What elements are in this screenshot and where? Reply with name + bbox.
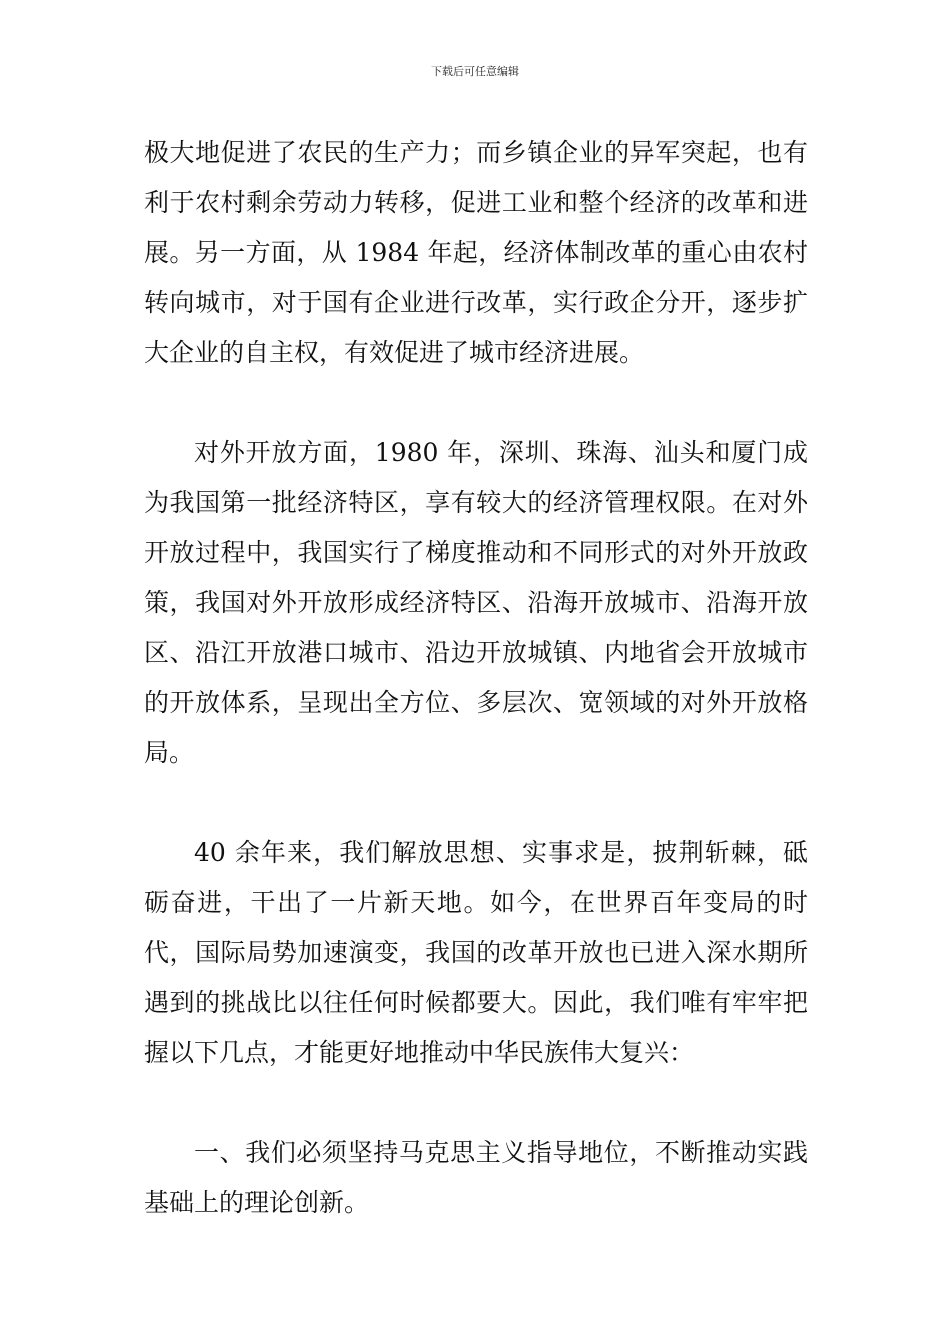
paragraph-point-one: 一、我们必须坚持马克思主义指导地位，不断推动实践基础上的理论创新。 [144,1138,808,1217]
paragraph-forty-years: 40 余年来，我们解放思想、实事求是，披荆斩棘，砥砺奋进，干出了一片新天地。如今，在世界百年变局的时代，国际局势加速演变，我国的改革开放也已进入深水期所遇到的挑战比以往任何时候都要大。因此，我们唯有牢牢把握以下几点，才能更好地推动中华民族伟大复兴： [144,838,808,1067]
paragraph-opening-up: 对外开放方面，1980 年，深圳、珠海、汕头和厦门成为我国第一批经济特区，享有较大的经济管理权限。在对外开放过程中，我国实行了梯度推动和不同形式的对外开放政策，我国对外开放形成经济特区、沿海开放城市、沿海开放区、沿江开放港口城市、沿边开放城镇、内地省会开放城市的开放体系，呈现出全方位、多层次、宽领域的对外开放格局。 [144,438,808,767]
document-body [144,128,808,1228]
page-header-note: 下载后可任意编辑 [431,65,519,78]
paragraph-continuation: 极大地促进了农民的生产力；而乡镇企业的异军突起，也有利于农村剩余劳动力转移，促进工业和整个经济的改革和进展。另一方面，从 1984 年起，经济体制改革的重心由农村转向城市，对于国有企业进行改革，实行政企分开，逐步扩大企业的自主权，有效促进了城市经济进展。 [144,138,808,367]
